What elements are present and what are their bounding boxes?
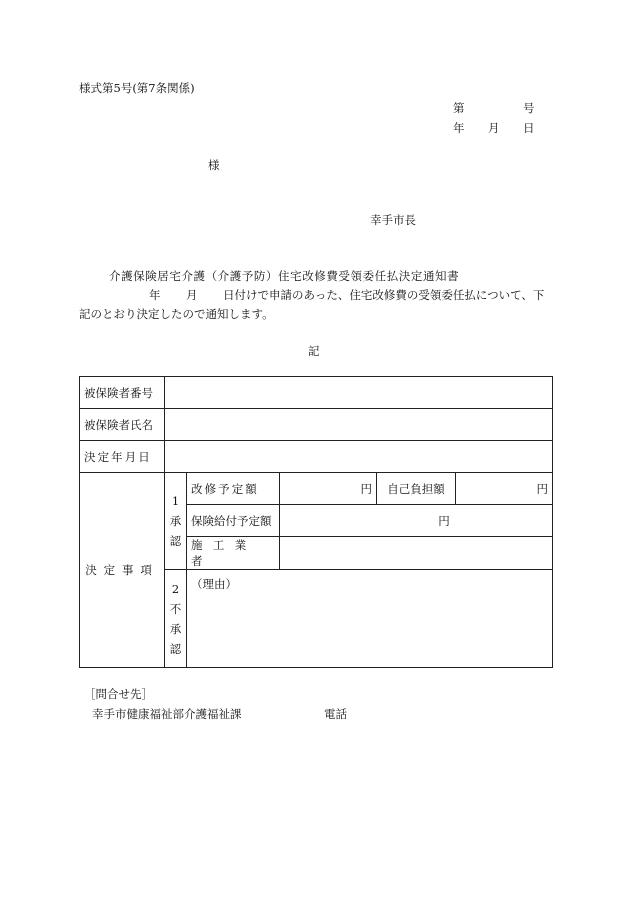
doc-number-suffix: 号 [523,101,535,115]
planned-cost-label: 改修予定額 [187,473,280,505]
doc-number-prefix: 第 [453,101,465,115]
date-day: 日 [523,121,535,135]
self-pay-label: 自己負担額 [377,473,456,505]
benefit-yen: 円 [280,505,553,537]
reason-label: （理由） [191,577,237,591]
contact-heading: ［問合せ先］ [84,687,153,701]
contractor-label: 施工業者 [187,537,280,570]
body-line-2: 記のとおり決定したので通知します。 [79,307,274,321]
insured-name-label: 被保険者氏名 [80,409,165,441]
date-year: 年 [453,121,465,135]
body-month: 月 [186,288,198,302]
document-title: 介護保険居宅介護（介護予防）住宅改修費受領委任払決定通知書 [109,269,460,283]
ki-mark: 記 [308,344,320,358]
insured-number-label: 被保険者番号 [80,377,165,409]
body-line-1: 日付けで申請のあった、住宅改修費の受領委任払について、下 [223,288,545,302]
insured-name-value [165,409,553,441]
decision-date-value [165,441,553,473]
date-month: 月 [488,121,500,135]
planned-cost-yen: 円 [280,473,377,505]
decision-table [79,376,553,668]
contractor-value [280,537,553,570]
self-pay-yen: 円 [456,473,553,505]
contact-phone-label: 電話 [324,707,347,721]
reason-cell [187,570,553,668]
reject-number: 2 [171,581,180,596]
issuer-name: 幸手市長 [370,213,416,227]
reject-cell [165,570,187,668]
benefit-label: 保険給付予定額 [187,505,280,537]
form-number: 様式第5号(第7条関係) [79,81,195,95]
body-year: 年 [149,288,161,302]
recipient-honorific: 様 [208,158,220,172]
decision-date-label: 決定年月日 [80,441,165,473]
insured-number-value [165,377,553,409]
approve-label: 承認 [169,514,182,548]
approve-cell [165,473,187,570]
approve-number: 1 [171,494,180,508]
reject-label: 不承認 [169,601,182,656]
contact-department: 幸手市健康福祉部介護福祉課 [92,707,242,721]
decision-items-label: 決定事項 [80,473,165,668]
